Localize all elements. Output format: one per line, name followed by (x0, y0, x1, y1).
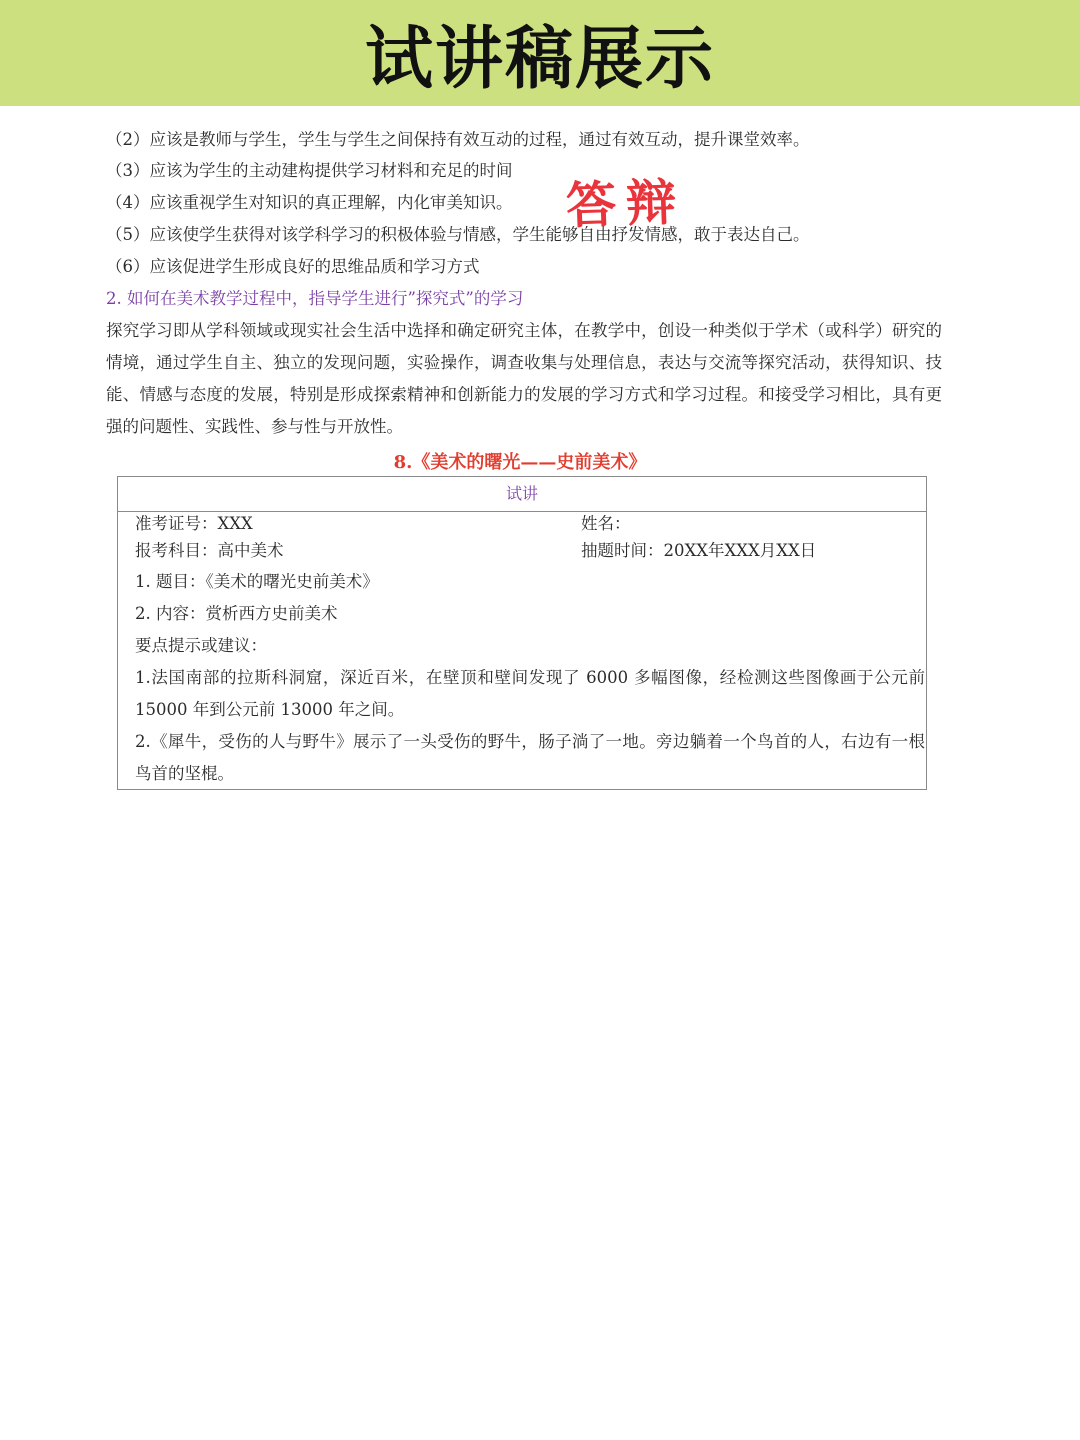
question-heading: 2. 如何在美术教学过程中，指导学生进行”探究式”的学习 (106, 289, 524, 308)
list-item-2: （2）应该是教师与学生，学生与学生之间保持有效互动的过程，通过有效互动，提升课堂效率。 (106, 130, 810, 149)
lesson-title: 8.《美术的曙光——史前美术》 (393, 452, 647, 473)
card-header: 试讲 (118, 477, 926, 512)
question-answer: 探究学习即从学科领域或现实社会生活中选择和确定研究主体，在教学中，创设一种类似于学术（或科学）研究的情境，通过学生自主、独立的发现问题，实验操作，调查收集与处理信息，表达与交流等探究活动，获得知识、技能、情感与态度的发展，特别是形成探索精神和创新能力的发展的学习方式和学习过程。和接受学习相比，具有更强的问题性、实践性、参与性与开放性。 (106, 321, 942, 436)
candidate-name: 姓名： (581, 514, 631, 533)
lecture-card (117, 476, 927, 790)
list-item-6: （6）应该促进学生形成良好的思维品质和学习方式 (106, 257, 480, 276)
exam-number: 准考证号：XXX (135, 514, 253, 533)
lesson-content: 2. 内容：赏析西方史前美术 (135, 604, 338, 623)
list-item-3: （3）应该为学生的主动建构提供学习材料和充足的时间 (106, 161, 513, 180)
list-item-4: （4）应该重视学生对知识的真正理解，内化审美知识。 (106, 193, 513, 212)
defense-stamp: 答辩 (565, 172, 688, 236)
page-title: 试讲稿展示 (364, 19, 715, 99)
title-banner (0, 0, 1080, 106)
lesson-topic: 1. 题目：《美术的曙光史前美术》 (135, 572, 379, 591)
exam-subject: 报考科目：高中美术 (135, 541, 284, 560)
list-item-5: （5）应该使学生获得对该学科学习的积极体验与情感，学生能够自由抒发情感，敢于表达自己。 (106, 225, 810, 244)
tip-item-1: 1.法国南部的拉斯科洞窟，深近百米，在壁顶和壁间发现了 6000 多幅图像，经检测这些图像画于公元前 15000 年到公元前 13000 年之间。 (135, 668, 925, 719)
tips-label: 要点提示或建议： (135, 636, 267, 655)
tip-item-2: 2.《犀牛，受伤的人与野牛》展示了一头受伤的野牛，肠子淌了一地。旁边躺着一个鸟首的人，右边有一根鸟首的坚棍。 (135, 732, 925, 783)
draw-time: 抽题时间：20XX年XXX月XX日 (581, 541, 817, 560)
